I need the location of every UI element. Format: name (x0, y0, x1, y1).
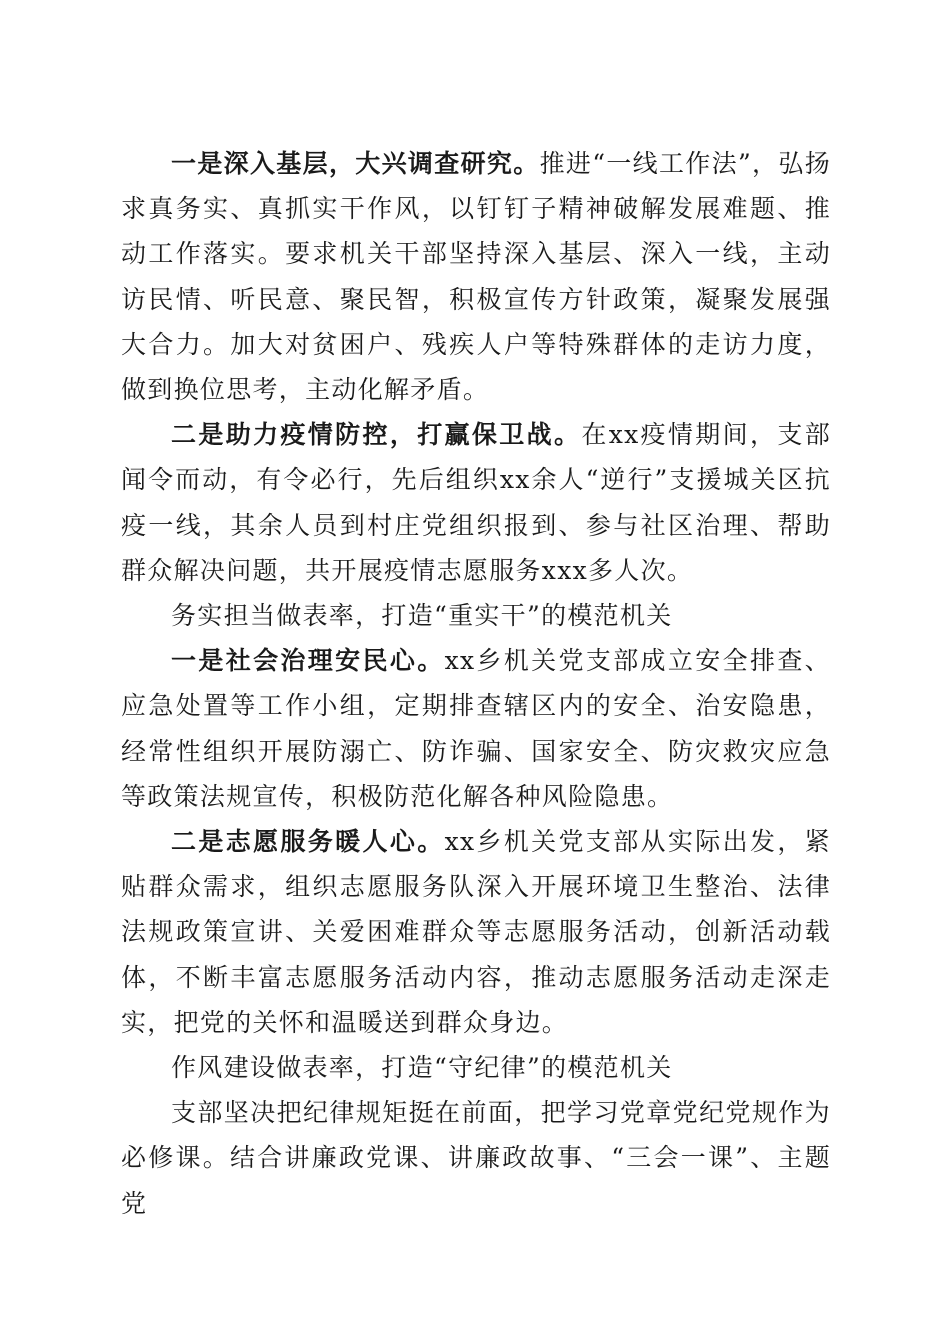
paragraph-text: 支部坚决把纪律规矩挺在前面，把学习党章党纪党规作为必修课。结合讲廉政党课、讲廉政故事、“三会一课”、主题党 (121, 1098, 831, 1218)
paragraph-text: 务实担当做表率，打造“重实干”的模范机关 (171, 601, 673, 631)
paragraph-volunteer (121, 819, 831, 1045)
paragraph-text: 推进“一线工作法”，弘扬求真务实、真抓实干作风，以钉钉子精神破解发展难题、推动工作落实。要求机关干部坚持深入基层、深入一线，主动访民情、听民意、聚民智，积极宣传方针政策，凝聚发展强大合力。加大对贫困户、残疾人户等特殊群体的走访力度，做到换位思考，主动化解矛盾。 (121, 149, 831, 405)
document-body (121, 141, 831, 1226)
section-heading-discipline (121, 1045, 831, 1090)
paragraph-lead: 一是深入基层，大兴调查研究。 (171, 149, 540, 178)
paragraph-lead: 二是志愿服务暖人心。 (171, 827, 445, 857)
paragraph-text: 在xx疫情期间，支部闻令而动，有令必行，先后组织xx余人“逆行”支援城关区抗疫一线，其余人员到村庄党组织报到、参与社区治理、帮助群众解决问题，共开展疫情志愿服务xxx多人次。 (121, 420, 831, 585)
section-heading-practical (121, 593, 831, 638)
paragraph-social-governance (121, 638, 831, 819)
paragraph-investigation (121, 141, 831, 412)
paragraph-lead: 二是助力疫情防控，打赢保卫战。 (171, 420, 582, 450)
paragraph-text: 作风建设做表率，打造“守纪律”的模范机关 (171, 1053, 673, 1083)
paragraph-lead: 一是社会治理安民心。 (171, 646, 445, 676)
paragraph-discipline (121, 1090, 831, 1226)
paragraph-text: xx乡机关党支部从实际出发，紧贴群众需求，组织志愿服务队深入开展环境卫生整治、法律法规政策宣讲、关爱困难群众等志愿服务活动，创新活动载体，不断丰富志愿服务活动内容，推动志愿服务活动走深走实，把党的关怀和温暖送到群众身边。 (121, 827, 831, 1037)
paragraph-epidemic (121, 412, 831, 593)
paragraph-text: xx乡机关党支部成立安全排查、应急处置等工作小组，定期排查辖区内的安全、治安隐患，经常性组织开展防溺亡、防诈骗、国家安全、防灾救灾应急等政策法规宣传，积极防范化解各种风险隐患。 (121, 646, 831, 811)
